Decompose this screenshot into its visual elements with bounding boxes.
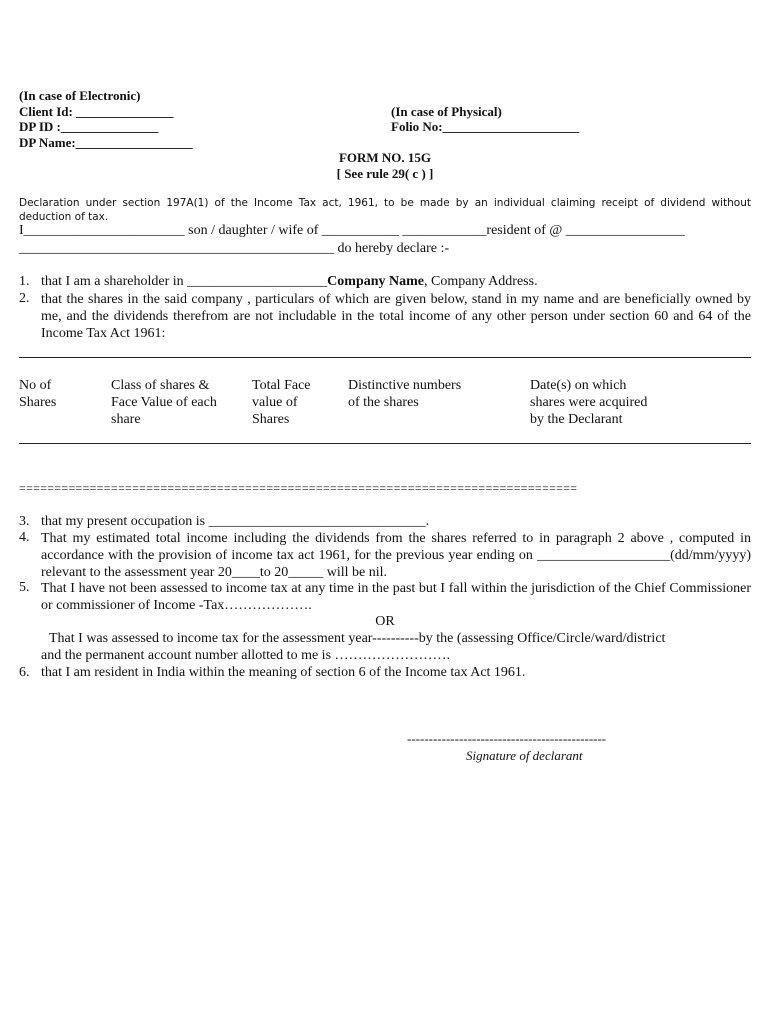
item-4-number: 4. [19,530,30,545]
item-2-number: 2. [19,291,30,306]
dp-name-field[interactable]: DP Name:__________________ [19,134,193,150]
col-header-class-of-shares: Class of shares & Face Value of each share [111,378,217,427]
company-name: Company Name [327,274,425,289]
item-1-number: 1. [19,274,30,289]
or-label: OR [375,614,395,629]
item-1 [41,274,751,290]
dp-id-field[interactable]: DP ID :_______________ [19,119,159,134]
signature-line[interactable]: ---------------------------------------------- [407,731,607,746]
form-rule: [ See rule 29( c ) ] [336,165,434,181]
declaration-intro: Declaration under section 197A(1) of the Income Tax act, 1961, to be made by an individual claiming receipt of dividend without deduction of tax. [19,197,751,223]
col-header-no-of-shares: No of Shares [19,378,57,410]
item-6-text: that I am resident in India within the meaning of section 6 of the Income tax Act 1961. [41,665,526,680]
item-3-number: 3. [19,514,30,529]
item-5-number: 5. [19,580,30,595]
declarant-line-2[interactable]: _____________________________________________ do hereby declare :- [19,241,450,256]
occupation-field[interactable]: that my present occupation is _______________________________. [41,514,430,529]
col-header-distinctive-numbers: Distinctive numbers of the shares [348,378,462,410]
physical-label: (In case of Physical) [391,103,502,119]
item-6-number: 6. [19,665,30,680]
item-1-suffix: , Company Address. [424,274,538,289]
col-header-total-face-value: Total Face value of Shares [252,378,311,427]
table-top-rule [19,357,751,358]
form-title: FORM NO. 15G [338,150,432,165]
signature-label: Signature of declarant [466,748,583,763]
item-1-prefix[interactable]: that I am a shareholder in ____________________ [41,274,328,289]
electronic-label: (In case of Electronic) [19,88,141,103]
item-4-text[interactable]: That my estimated total income including the dividends from the shares referred to in paragraph 2 above , computed in accordance with the provision of income tax act 1961, for the previous year ending on ___________________(dd/mm/yyyy) relevant to the assessment year 20____to 20_____ will be nil. [41,531,751,580]
item-2-text: that the shares in the said company , particulars of which are given below, stand in my name and are beneficially owned by me, and the dividends therefrom are not includable in the total income of any other person under section 60 and 64 of the Income Tax Act 1961: [41,292,751,341]
folio-field[interactable]: Folio No:_____________________ [391,119,580,134]
item-5-text: That I have not been assessed to income tax at any time in the past but I fall within the jurisdiction of the Chief Commissioner or commissioner of Income -Tax………………. [41,581,751,613]
separator-line: =============================================================================== [19,481,578,495]
item-5-alt-line-1: That I was assessed to income tax for the assessment year----------by the (assessing Office/Circle/ward/district [49,631,666,646]
client-id-field[interactable]: Client Id: _______________ [19,103,174,119]
col-header-dates-acquired: Date(s) on which shares were acquired by the Declarant [530,378,648,427]
item-5-alt-line-2[interactable]: and the permanent account number allotted to me is ……………………. [41,648,451,663]
declarant-line-1[interactable]: I_______________________ son / daughter / wife of ___________ ____________resident of @ _________________ [19,223,685,238]
table-bottom-rule [19,443,751,444]
